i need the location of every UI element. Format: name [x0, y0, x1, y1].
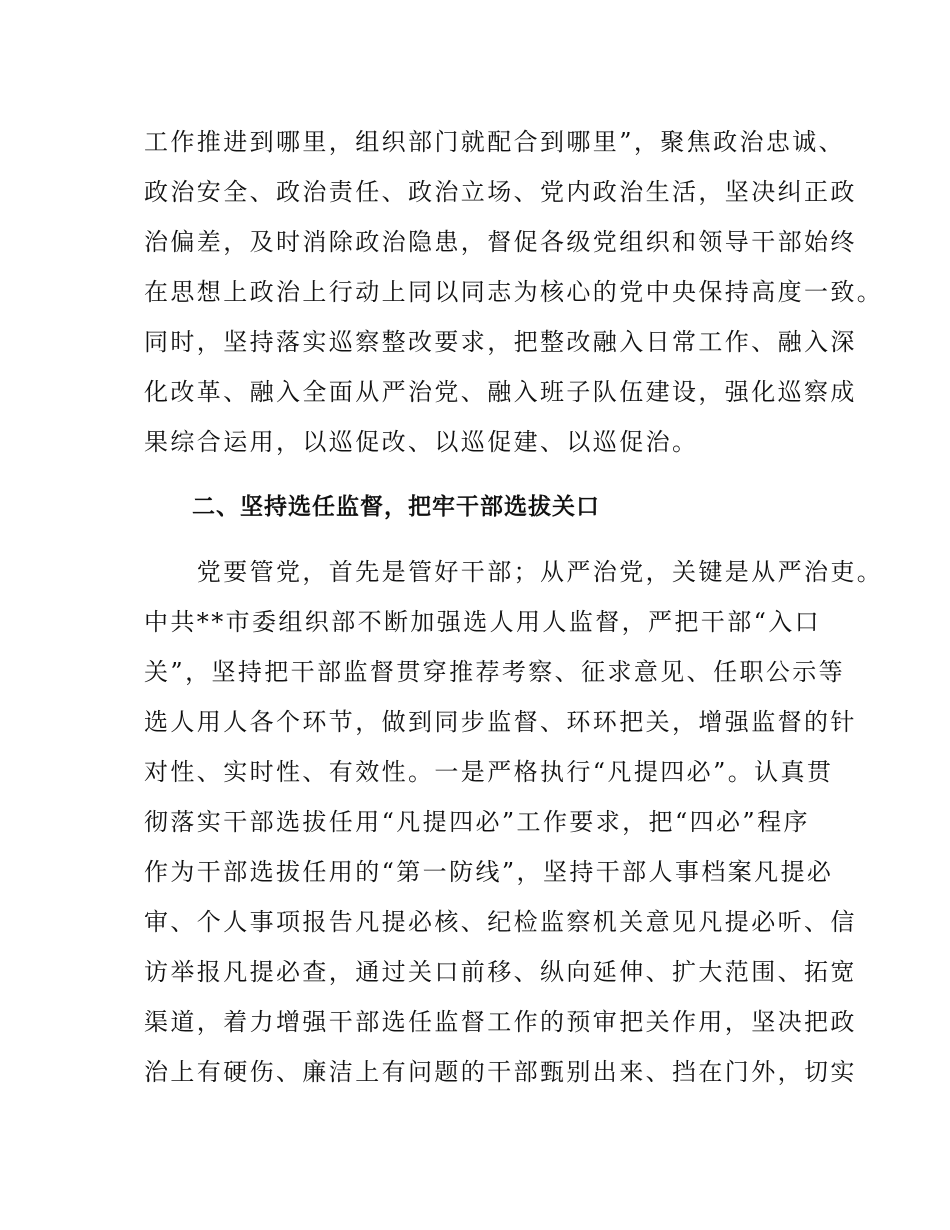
body-text-line: 治偏差，及时消除政治隐患，督促各级党组织和领导干部始终 — [144, 228, 857, 256]
body-text-line: 同时，坚持落实巡察整改要求，把整改融入日常工作、融入深 — [144, 328, 857, 356]
body-text-line: 作为干部选拔任用的“第一防线”，坚持干部人事档案凡提必 — [144, 858, 834, 886]
body-text-line: 在思想上政治上行动上同以同志为核心的党中央保持高度一致。 — [144, 278, 884, 306]
body-text-line: 对性、实时性、有效性。一是严格执行“凡提四必”。认真贯 — [144, 758, 834, 786]
body-text-line: 工作推进到哪里，组织部门就配合到哪里”，聚焦政治忠诚、 — [144, 128, 846, 156]
body-text-line: 治上有硬伤、廉洁上有问题的干部甄别出来、挡在门外，切实 — [144, 1058, 857, 1086]
body-text-line: 果综合运用，以巡促改、以巡促建、以巡促治。 — [144, 428, 699, 456]
section-heading: 二、坚持选任监督，把牢干部选拔关口 — [192, 494, 600, 520]
body-text-line: 政治安全、政治责任、政治立场、党内政治生活，坚决纠正政 — [144, 178, 857, 206]
body-text-line: 彻落实干部选拔任用“凡提四必”工作要求，把“四必”程序 — [144, 808, 810, 836]
body-text-line: 化改革、融入全面从严治党、融入班子队伍建设，强化巡察成 — [144, 378, 857, 406]
body-text-line: 选人用人各个环节，做到同步监督、环环把关，增强监督的针 — [144, 708, 857, 736]
body-text-line: 审、个人事项报告凡提必核、纪检监察机关意见凡提必听、信 — [144, 908, 857, 936]
body-text-line: 党要管党，首先是管好干部；从严治党，关键是从严治吏。 — [144, 558, 884, 586]
body-text-line: 关”，坚持把干部监督贯穿推荐考察、征求意见、任职公示等 — [144, 658, 846, 686]
body-text-line: 中共**市委组织部不断加强选人用人监督，严把干部“入口 — [144, 608, 822, 636]
body-text-line: 访举报凡提必查，通过关口前移、纵向延伸、扩大范围、拓宽 — [144, 958, 857, 986]
body-text-line: 渠道，着力增强干部选任监督工作的预审把关作用，坚决把政 — [144, 1008, 857, 1036]
